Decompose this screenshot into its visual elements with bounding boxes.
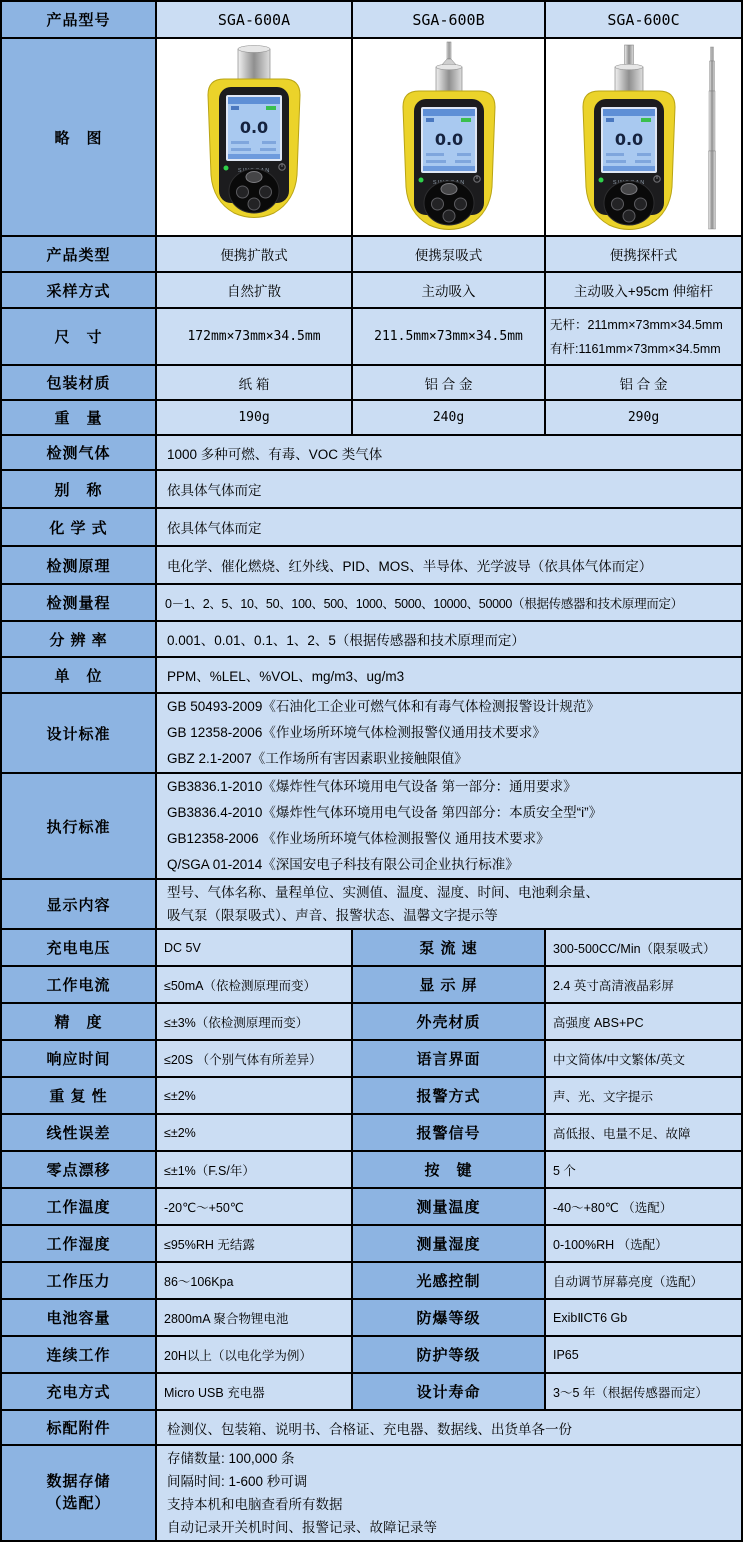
label-alarm-signal: 报警信号 <box>353 1115 546 1150</box>
value-detection-principle: 电化学、催化燃烧、红外线、PID、MOS、半导体、光学波导（依具体气体而定） <box>157 547 741 583</box>
value-dimensions-a: 172mm×73mm×34.5mm <box>157 309 353 364</box>
label-dimensions: 尺 寸 <box>2 309 157 364</box>
value-packaging-b: 铝 合 金 <box>353 366 546 399</box>
value-chemical-formula: 依具体气体而定 <box>157 509 741 545</box>
label-working-temperature: 工作温度 <box>2 1189 157 1224</box>
value-battery-capacity: 2800mA 聚合物锂电池 <box>157 1300 353 1335</box>
row-design-standard <box>2 694 741 774</box>
dimensions-c-with-rod: 有杆:1161mm×73mm×34.5mm <box>550 341 721 356</box>
value-alarm-signal: 高低报、电量不足、故障 <box>546 1115 741 1150</box>
label-language-interface: 语言界面 <box>353 1041 546 1076</box>
data-storage-line: 自动记录开关机时间、报警记录、故障记录等 <box>167 1520 437 1535</box>
label-working-humidity: 工作湿度 <box>2 1226 157 1261</box>
label-display-screen: 显 示 屏 <box>353 967 546 1002</box>
value-weight-a: 190g <box>157 401 353 434</box>
label-product-type: 产品类型 <box>2 237 157 271</box>
row-detection-principle <box>2 547 741 585</box>
label-battery-capacity: 电池容量 <box>2 1300 157 1335</box>
executive-standard-line: GB3836.4-2010《爆炸性气体环境用电气设备 第四部分：本质安全型“i”》 <box>167 805 603 820</box>
device-image-sga-600c <box>546 39 741 235</box>
label-light-sensor-control: 光感控制 <box>353 1263 546 1298</box>
row-linearity-alarm-signal <box>2 1115 741 1152</box>
design-standard-line: GB 50493-2009《石油化工企业可燃气体和有毒气体检测报警设计规范》 <box>167 699 600 714</box>
telescopic-rod <box>708 47 715 229</box>
label-response-time: 响应时间 <box>2 1041 157 1076</box>
value-weight-c: 290g <box>546 401 741 434</box>
value-unit: PPM、%LEL、%VOL、mg/m3、ug/m3 <box>157 658 741 692</box>
value-resolution: 0.001、0.01、0.1、1、2、5（根据传感器和技术原理而定） <box>157 622 741 656</box>
row-detection-range <box>2 585 741 622</box>
value-protection-rating: IP65 <box>546 1337 741 1372</box>
model-name-sga-600a: SGA-600A <box>157 2 353 37</box>
label-design-life: 设计寿命 <box>353 1374 546 1409</box>
row-working-temp-measuring-temp <box>2 1189 741 1226</box>
label-linearity-error: 线性误差 <box>2 1115 157 1150</box>
value-accuracy: ≤±3%（依检测原理而变） <box>157 1004 353 1039</box>
label-protection-rating: 防护等级 <box>353 1337 546 1372</box>
value-dimensions-b: 211.5mm×73mm×34.5mm <box>353 309 546 364</box>
row-dimensions <box>2 309 741 366</box>
label-alarm-mode: 报警方式 <box>353 1078 546 1113</box>
value-packaging-a: 纸 箱 <box>157 366 353 399</box>
label-unit: 单 位 <box>2 658 157 692</box>
value-display-screen: 2.4 英寸高清液晶彩屏 <box>546 967 741 1002</box>
row-display-content <box>2 880 741 930</box>
value-housing-material: 高强度 ABS+PC <box>546 1004 741 1039</box>
display-content-line: 型号、气体名称、量程单位、实测值、温度、湿度、时间、电池剩余量、 <box>167 885 599 900</box>
label-design-standard: 设计标准 <box>2 694 157 772</box>
value-standard-accessories: 检测仪、包装箱、说明书、合格证、充电器、数据线、出货单各一份 <box>157 1411 741 1444</box>
value-light-sensor-control: 自动调节屏幕亮度（选配） <box>546 1263 741 1298</box>
row-detected-gas <box>2 436 741 471</box>
value-design-life: 3～5 年（根据传感器而定） <box>546 1374 741 1409</box>
value-continuous-working: 20H以上（以电化学为例） <box>157 1337 353 1372</box>
label-detection-principle: 检测原理 <box>2 547 157 583</box>
value-working-pressure: 86～106Kpa <box>157 1263 353 1298</box>
value-packaging-c: 铝 合 金 <box>546 366 741 399</box>
value-sampling-b: 主动吸入 <box>353 273 546 307</box>
label-chemical-formula: 化 学 式 <box>2 509 157 545</box>
row-standard-accessories <box>2 1411 741 1446</box>
value-working-current: ≤50mA（依检测原理而变） <box>157 967 353 1002</box>
label-measuring-humidity: 测量湿度 <box>353 1226 546 1261</box>
value-dimensions-c <box>546 309 741 364</box>
label-packaging-material: 包装材质 <box>2 366 157 399</box>
label-repeatability: 重 复 性 <box>2 1078 157 1113</box>
row-data-storage <box>2 1446 741 1540</box>
row-sampling-method <box>2 273 741 309</box>
label-charging-voltage: 充电电压 <box>2 930 157 965</box>
executive-standard-line: GB3836.1-2010《爆炸性气体环境用电气设备 第一部分：通用要求》 <box>167 779 577 794</box>
value-working-temperature: -20℃～+50℃ <box>157 1189 353 1224</box>
display-content-line: 吸气泵（限泵吸式）、声音、报警状态、温馨文字提示等 <box>167 908 498 923</box>
data-storage-label-line: （选配） <box>46 1495 111 1512</box>
data-storage-line: 支持本机和电脑查看所有数据 <box>167 1497 343 1512</box>
row-continuous-work-protection <box>2 1337 741 1374</box>
row-charging-voltage-pump-flow <box>2 930 741 967</box>
value-type-c: 便携探杆式 <box>546 237 741 271</box>
value-pump-flow-rate: 300-500CC/Min（限泵吸式） <box>546 930 741 965</box>
label-display-content: 显示内容 <box>2 880 157 928</box>
row-product-model <box>2 2 741 39</box>
pump-probe <box>436 42 462 91</box>
value-alarm-mode: 声、光、文字提示 <box>546 1078 741 1113</box>
label-charging-method: 充电方式 <box>2 1374 157 1409</box>
diffusion-cap <box>238 46 270 82</box>
value-executive-standard <box>157 774 741 878</box>
label-alias: 别 称 <box>2 471 157 507</box>
value-working-humidity: ≤95%RH 无结露 <box>157 1226 353 1261</box>
label-buttons: 按 键 <box>353 1152 546 1187</box>
row-response-time-language <box>2 1041 741 1078</box>
row-accuracy-housing <box>2 1004 741 1041</box>
data-storage-label-line: 数据存储 <box>46 1473 111 1490</box>
value-charging-method: Micro USB 充电器 <box>157 1374 353 1409</box>
value-weight-b: 240g <box>353 401 546 434</box>
value-detected-gas: 1000 多种可燃、有毒、VOC 类气体 <box>157 436 741 469</box>
row-product-type <box>2 237 741 273</box>
executive-standard-line: Q/SGA 01-2014《深国安电子科技有限公司企业执行标准》 <box>167 857 519 872</box>
row-working-humidity-measuring-humidity <box>2 1226 741 1263</box>
row-repeatability-alarm-mode <box>2 1078 741 1115</box>
value-linearity-error: ≤±2% <box>157 1115 353 1150</box>
row-alias <box>2 471 741 509</box>
dimensions-c-without-rod: 无杆：211mm×73mm×34.5mm <box>550 317 723 332</box>
label-weight: 重 量 <box>2 401 157 434</box>
row-working-pressure-light-control <box>2 1263 741 1300</box>
design-standard-line: GBZ 2.1-2007《工作场所有害因素职业接触限值》 <box>167 751 468 766</box>
row-charging-method-design-life <box>2 1374 741 1411</box>
value-buttons: 5 个 <box>546 1152 741 1187</box>
label-executive-standard: 执行标准 <box>2 774 157 878</box>
value-response-time: ≤20S （个别气体有所差异） <box>157 1041 353 1076</box>
label-working-current: 工作电流 <box>2 967 157 1002</box>
row-zero-drift-buttons <box>2 1152 741 1189</box>
value-measuring-humidity: 0-100%RH （选配） <box>546 1226 741 1261</box>
row-unit <box>2 658 741 694</box>
value-sampling-c: 主动吸入+95cm 伸缩杆 <box>546 273 741 307</box>
row-chemical-formula <box>2 509 741 547</box>
value-repeatability: ≤±2% <box>157 1078 353 1113</box>
device-image-sga-600a <box>157 39 353 235</box>
label-explosionproof-rating: 防爆等级 <box>353 1300 546 1335</box>
row-working-current-display <box>2 967 741 1004</box>
value-type-a: 便携扩散式 <box>157 237 353 271</box>
row-sketch <box>2 39 741 237</box>
value-zero-drift: ≤±1%（F.S/年） <box>157 1152 353 1187</box>
label-detected-gas: 检测气体 <box>2 436 157 469</box>
value-measuring-temperature: -40～+80℃ （选配） <box>546 1189 741 1224</box>
label-housing-material: 外壳材质 <box>353 1004 546 1039</box>
executive-standard-line: GB12358-2006 《作业场所环境气体检测报警仪 通用技术要求》 <box>167 831 550 846</box>
probe-tube <box>615 45 643 91</box>
label-data-storage <box>2 1446 157 1540</box>
model-name-sga-600b: SGA-600B <box>353 2 546 37</box>
label-zero-drift: 零点漂移 <box>2 1152 157 1187</box>
value-language-interface: 中文简体/中文繁体/英文 <box>546 1041 741 1076</box>
label-working-pressure: 工作压力 <box>2 1263 157 1298</box>
label-pump-flow-rate: 泵 流 速 <box>353 930 546 965</box>
label-detection-range: 检测量程 <box>2 585 157 620</box>
row-weight <box>2 401 741 436</box>
label-product-model: 产品型号 <box>2 2 157 37</box>
label-continuous-working: 连续工作 <box>2 1337 157 1372</box>
device-image-sga-600b <box>353 39 546 235</box>
label-accuracy: 精 度 <box>2 1004 157 1039</box>
design-standard-line: GB 12358-2006《作业场所环境气体检测报警仪通用技术要求》 <box>167 725 546 740</box>
value-sampling-a: 自然扩散 <box>157 273 353 307</box>
value-design-standard <box>157 694 741 772</box>
row-executive-standard <box>2 774 741 880</box>
data-storage-line: 存储数量: 100,000 条 <box>167 1451 295 1466</box>
value-alias: 依具体气体而定 <box>157 471 741 507</box>
row-packaging-material <box>2 366 741 401</box>
value-data-storage <box>157 1446 741 1540</box>
label-resolution: 分 辨 率 <box>2 622 157 656</box>
row-battery-explosionproof <box>2 1300 741 1337</box>
label-sketch: 略 图 <box>2 39 157 235</box>
row-resolution <box>2 622 741 658</box>
value-type-b: 便携泵吸式 <box>353 237 546 271</box>
data-storage-line: 间隔时间: 1-600 秒可调 <box>167 1474 308 1489</box>
value-detection-range: 0－1、2、5、10、50、100、500、1000、5000、10000、50000（根据传感器和技术原理而定） <box>157 585 741 620</box>
value-display-content <box>157 880 741 928</box>
label-standard-accessories: 标配附件 <box>2 1411 157 1444</box>
label-sampling-method: 采样方式 <box>2 273 157 307</box>
value-explosionproof-rating: ExibⅡCT6 Gb <box>546 1300 741 1335</box>
value-charging-voltage: DC 5V <box>157 930 353 965</box>
model-name-sga-600c: SGA-600C <box>546 2 741 37</box>
label-measuring-temperature: 测量温度 <box>353 1189 546 1224</box>
